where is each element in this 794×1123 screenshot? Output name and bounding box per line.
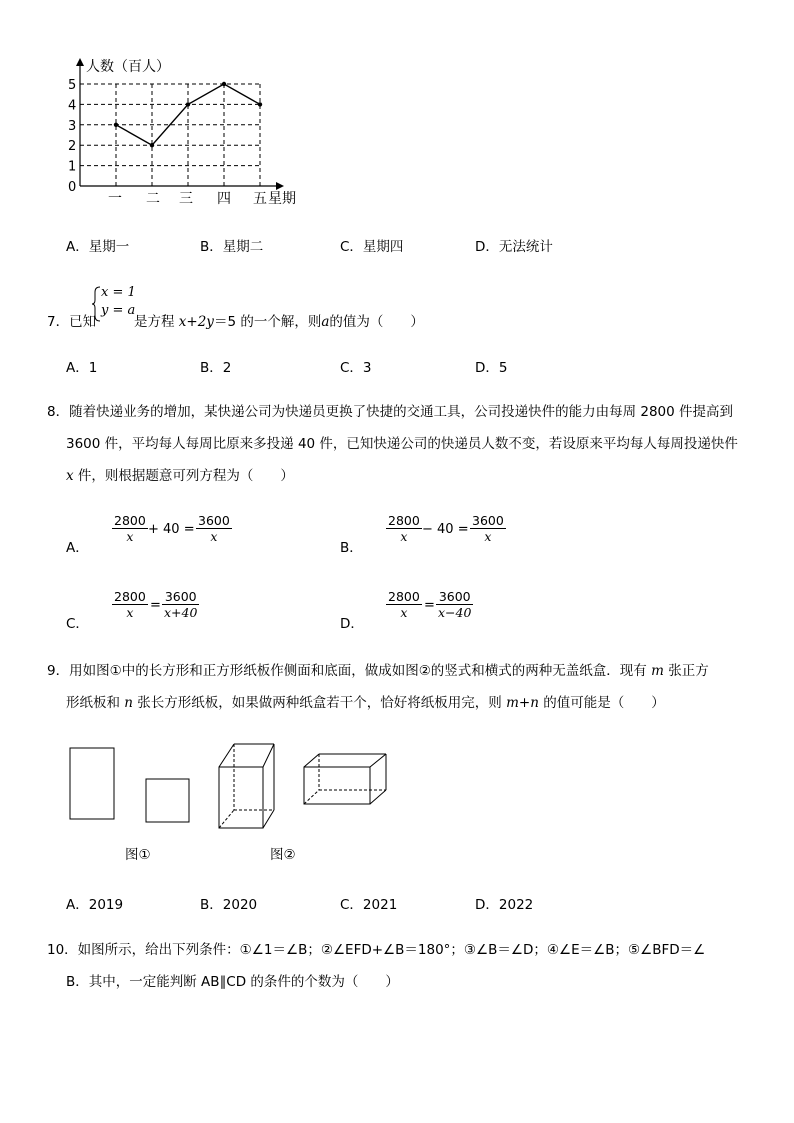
q8-c-den2: x+40 [164, 605, 198, 620]
q7-equation: x+2y [178, 314, 214, 330]
q7-system-line2: y = a [101, 303, 136, 318]
y-tick-label: 0 [68, 180, 77, 195]
q8-a-frac2 [196, 513, 232, 544]
q7-text3: 的值为（ ） [329, 314, 424, 330]
y-axis-arrow [76, 58, 84, 66]
q9-option-d[interactable]: D．2022 [475, 897, 534, 913]
q8-option-a-label[interactable]: A． [66, 540, 89, 556]
q8-option-c-label[interactable]: C． [66, 616, 89, 632]
data-point [186, 102, 190, 106]
q8-b-num1: 2800 [388, 513, 420, 528]
q8-line3 [66, 464, 294, 484]
fig2-horizontal-box [304, 754, 386, 804]
q7-stem [134, 310, 424, 330]
q10-line1: 10．如图所示，给出下列条件：①∠1＝∠B；②∠EFD+∠B＝180°；③∠B＝∠D；④∠E＝∠B；⑤∠BFD＝∠ [47, 942, 706, 958]
q6-option-a[interactable]: A．星期一 [66, 239, 130, 255]
data-point [114, 123, 118, 127]
q8-d-num1: 2800 [388, 589, 420, 604]
q9-line1 [47, 659, 709, 679]
fig1-square [146, 779, 189, 822]
q9-var-n: n [124, 695, 133, 711]
chart-ylabel: 人数（百人） [86, 59, 170, 75]
fig1-rectangle [70, 748, 114, 819]
q9-option-a[interactable]: A．2019 [66, 897, 124, 913]
q7-text1: 是方程 [134, 314, 179, 330]
q10-line2: B．其中，一定能判断 AB∥CD 的条件的个数为（ ） [66, 974, 399, 990]
q9-line1-tail: 张正方 [663, 663, 709, 679]
q6-option-d[interactable]: D．无法统计 [475, 239, 553, 255]
q8-b-op: − 40 = [422, 522, 469, 537]
q9-var-m: m [651, 663, 664, 679]
line-chart [0, 0, 340, 215]
data-point [150, 143, 154, 147]
chart-grid [80, 84, 260, 186]
q8-a-op: + 40 = [148, 522, 195, 537]
q7-text2: ＝5 的一个解，则 [213, 314, 322, 330]
q8-d-den1: x [400, 605, 408, 620]
q8-d-frac1 [386, 589, 422, 620]
x-tick-label: 一 [108, 191, 122, 207]
y-tick-label: 5 [68, 78, 77, 93]
q9-line1-text: 9．用如图①中的长方形和正方形纸板作侧面和底面，做成如图②的竖式和横式的两种无盖纸盒．现有 [47, 663, 652, 679]
q8-a-den2: x [210, 529, 218, 544]
q7-option-c[interactable]: C．3 [340, 360, 372, 376]
q8-a-den1: x [126, 529, 134, 544]
q8-variable: x [66, 468, 74, 484]
q8-line2: 3600 件，平均每人每周比原来多投递 40 件，已知快递公司的快递员人数不变，若设原来平均每人每周投递快件 [66, 436, 738, 452]
q8-c-den1: x [126, 605, 134, 620]
q7-option-d[interactable]: D．5 [475, 360, 508, 376]
q8-option-b-label[interactable]: B． [340, 540, 363, 556]
x-tick-label: 三 [179, 191, 193, 207]
q8-option-d-label[interactable]: D． [340, 616, 364, 632]
q9-line2-tail: 的值可能是（ ） [538, 695, 665, 711]
q8-c-op: = [150, 598, 161, 613]
q8-c-frac1 [112, 589, 148, 620]
q8-line1: 8．随着快递业务的增加，某快递公司为快递员更换了快捷的交通工具，公司投递快件的能力由每周 2800 件提高到 [47, 404, 734, 420]
q8-c-num2: 3600 [162, 589, 199, 605]
q8-b-den2: x [484, 529, 492, 544]
q7-number: 7．已知 [47, 314, 97, 330]
q8-b-num2: 3600 [472, 513, 504, 528]
y-tick-label: 4 [68, 98, 77, 114]
q8-b-frac2 [470, 513, 506, 544]
q7-option-b[interactable]: B．2 [200, 360, 232, 376]
q8-b-den1: x [400, 529, 408, 544]
x-tick-label: 四 [217, 191, 231, 207]
q8-a-frac1 [112, 513, 148, 544]
q9-line2 [66, 691, 665, 711]
q9-var-mn: m+n [506, 695, 539, 711]
q8-b-frac1 [386, 513, 422, 544]
q9-fig1-caption: 图① [125, 847, 151, 863]
chart-axes [68, 58, 284, 207]
q9-figures [0, 730, 440, 840]
q9-line2-mid: 张长方形纸板，如果做两种纸盒若干个，恰好将纸板用完，则 [133, 695, 507, 711]
fig2-vertical-box [219, 744, 274, 828]
q8-d-den2: x−40 [438, 605, 472, 620]
q7-variable: a [321, 314, 330, 330]
data-point [258, 102, 262, 106]
q6-option-b[interactable]: B．星期二 [200, 239, 264, 255]
x-tick-label: 五 [253, 191, 267, 207]
y-tick-label: 3 [68, 118, 77, 134]
data-point [222, 82, 226, 86]
q7-system-line1: x = 1 [101, 285, 136, 300]
y-tick-label: 1 [68, 159, 77, 175]
x-tick-label: 二 [146, 191, 160, 207]
q8-c-num1: 2800 [114, 589, 146, 604]
q8-line3-text: 件，则根据题意可列方程为（ ） [73, 468, 294, 484]
chart-xlabel: 星期 [268, 191, 296, 207]
q6-option-c[interactable]: C．星期四 [340, 239, 404, 255]
q8-c-frac2 [162, 589, 199, 620]
q7-option-a[interactable]: A．1 [66, 360, 98, 376]
y-tick-label: 2 [68, 139, 77, 155]
q8-d-op: = [424, 598, 435, 613]
q9-option-c[interactable]: C．2021 [340, 897, 398, 913]
q9-line2-text: 形纸板和 [66, 695, 125, 711]
q8-a-num2: 3600 [198, 513, 230, 528]
q8-d-num2: 3600 [436, 589, 473, 605]
q9-option-b[interactable]: B．2020 [200, 897, 258, 913]
x-axis-arrow [276, 182, 284, 190]
q8-d-frac2 [436, 589, 473, 620]
q8-a-num1: 2800 [114, 513, 146, 528]
q9-fig2-caption: 图② [270, 847, 296, 863]
